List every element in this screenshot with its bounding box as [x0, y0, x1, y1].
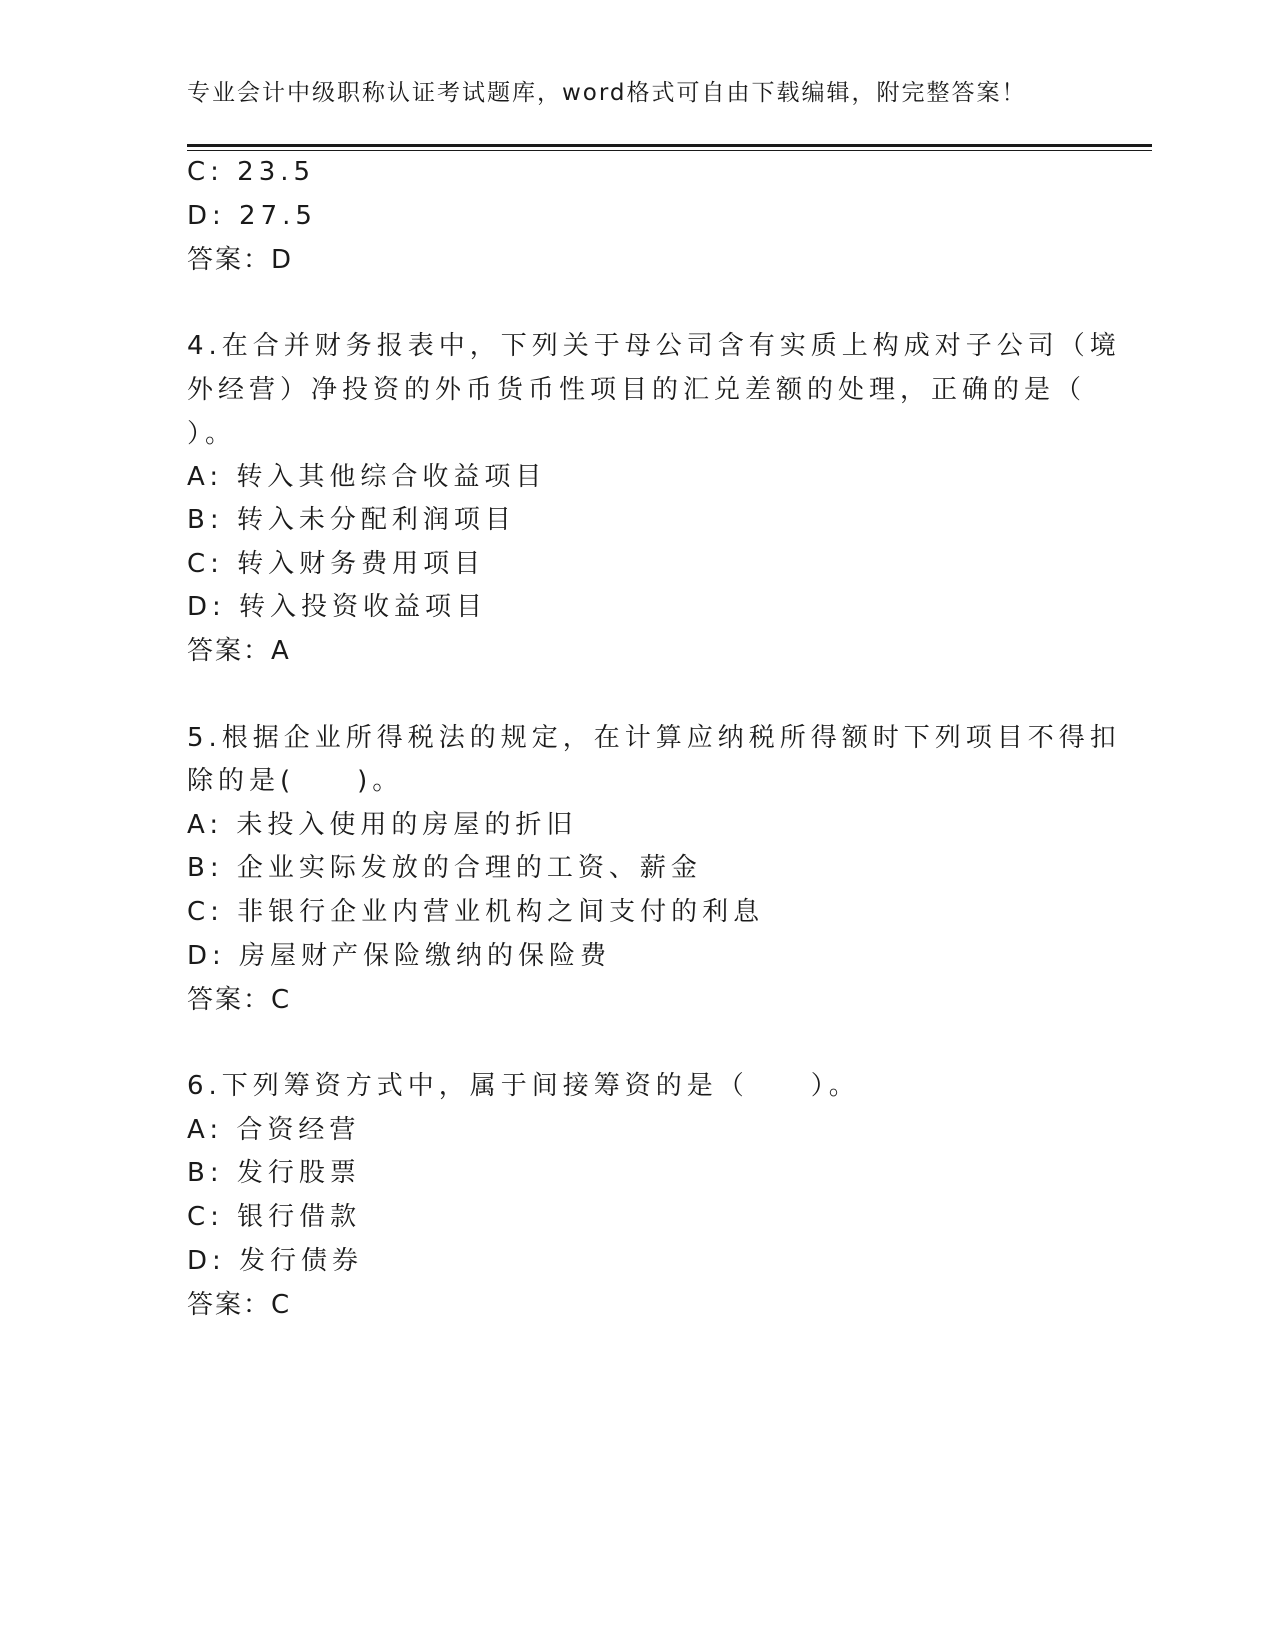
- q6-option-a: A: 合资经营: [187, 1115, 361, 1145]
- q5-option-b: B: 企业实际发放的合理的工资、薪金: [187, 853, 702, 883]
- q4-option-a: A: 转入其他综合收益项目: [187, 462, 547, 492]
- q3-option-d: D: 27.5: [187, 201, 317, 231]
- q5-answer: 答案：C: [187, 985, 292, 1015]
- q6-option-b: B: 发行股票: [187, 1158, 361, 1188]
- q5-option-a: A: 未投入使用的房屋的折旧: [187, 810, 578, 840]
- header-rule-thin: [187, 150, 1152, 151]
- q3-answer: 答案：D: [187, 245, 294, 275]
- page-header: 专业会计中级职称认证考试题库，word格式可自由下载编辑，附完整答案！: [187, 80, 1027, 106]
- q6-option-d: D: 发行债券: [187, 1246, 364, 1276]
- q5-stem-line-1: 5.根据企业所得税法的规定，在计算应纳税所得额时下列项目不得扣: [187, 723, 1121, 753]
- q6-stem-line-1: 6.下列筹资方式中，属于间接筹资的是（ ）。: [187, 1071, 860, 1101]
- q4-option-c: C: 转入财务费用项目: [187, 549, 486, 579]
- q3-option-c: C: 23.5: [187, 157, 316, 187]
- q4-stem-line-2: 外经营）净投资的外币货币性项目的汇兑差额的处理，正确的是（: [187, 375, 1087, 405]
- q4-option-d: D: 转入投资收益项目: [187, 592, 488, 622]
- q4-option-b: B: 转入未分配利润项目: [187, 505, 516, 535]
- q5-option-c: C: 非银行企业内营业机构之间支付的利息: [187, 897, 765, 927]
- q6-option-c: C: 银行借款: [187, 1202, 362, 1232]
- header-rule-thick: [187, 144, 1152, 147]
- q4-stem-line-1: 4.在合并财务报表中，下列关于母公司含有实质上构成对子公司（境: [187, 331, 1121, 361]
- q4-answer: 答案：A: [187, 636, 291, 666]
- q4-stem-line-3: ）。: [187, 419, 237, 449]
- q5-stem-line-2: 除的是( )。: [187, 766, 404, 796]
- q6-answer: 答案：C: [187, 1290, 292, 1320]
- q5-option-d: D: 房屋财产保险缴纳的保险费: [187, 941, 612, 971]
